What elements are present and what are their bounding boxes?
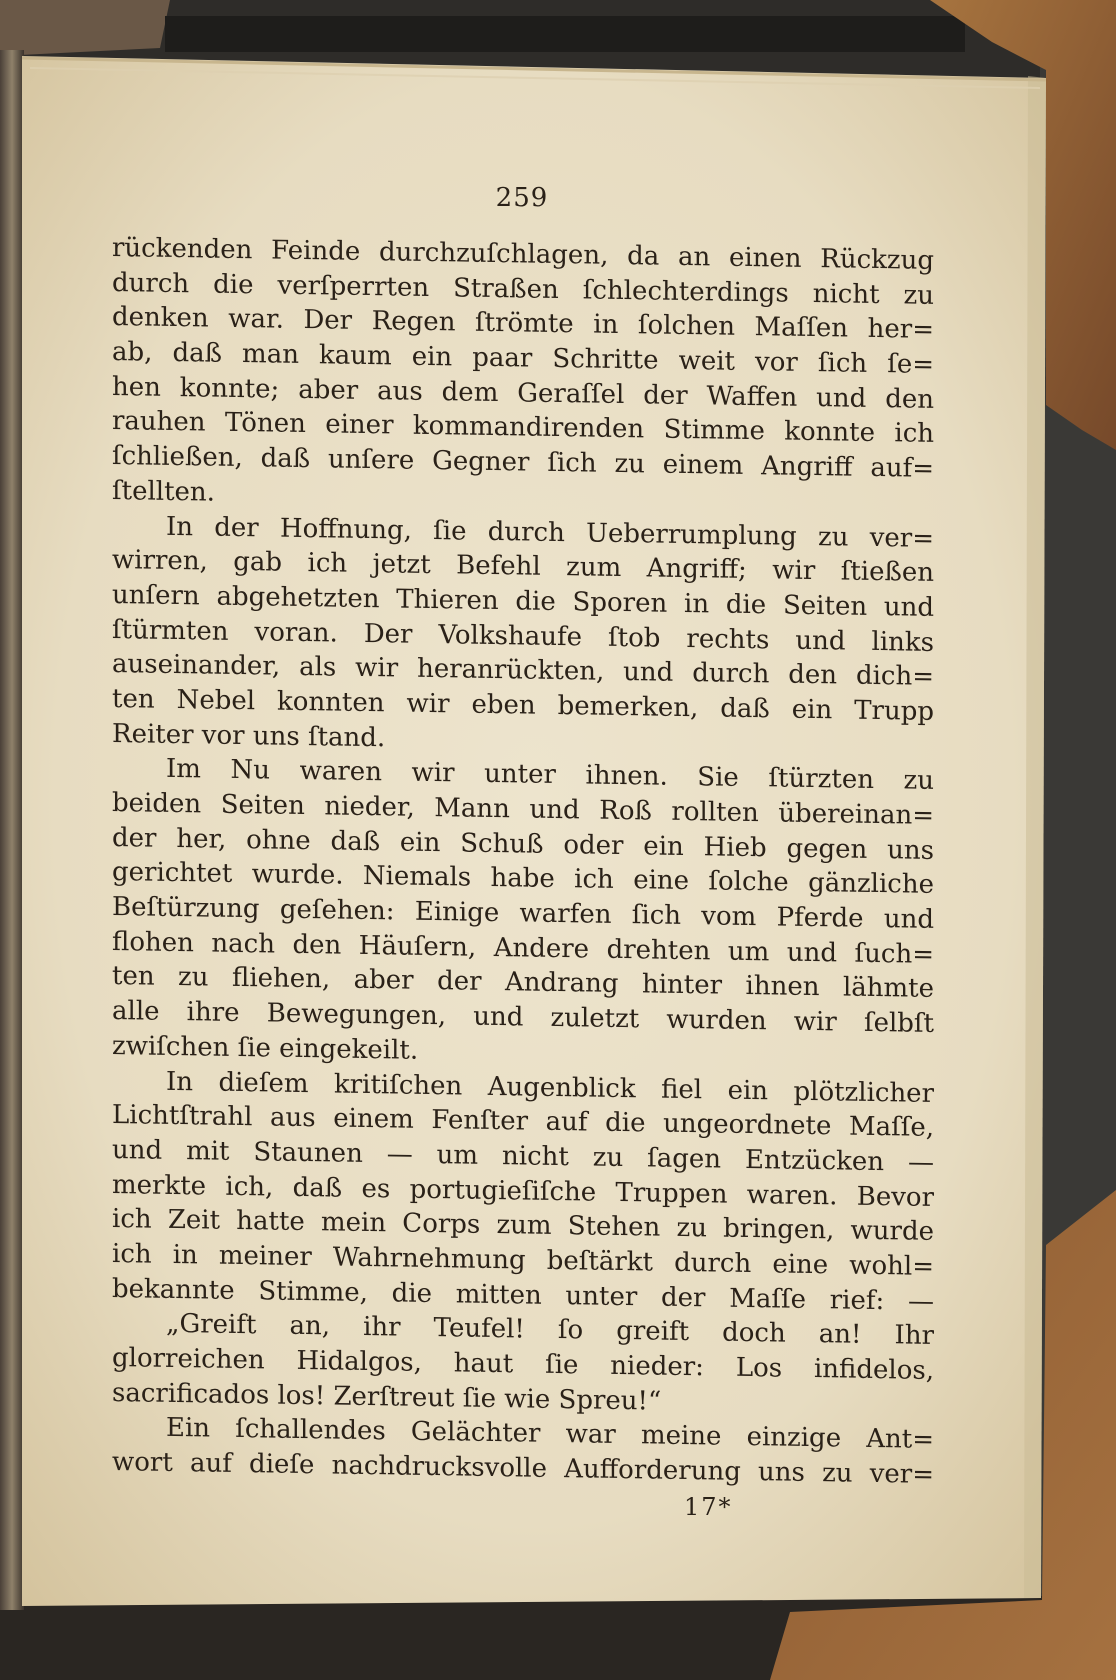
- text-line: ich Zeit hatte mein Corps zum Stehen zu bringen, wurde: [112, 1204, 934, 1248]
- text-line: „Greift an, ihr Teufel! ſo greift doch an! Ihr: [166, 1309, 934, 1352]
- text-line: flohen nach den Häuſern, Andere drehten um und ſuch=: [112, 926, 934, 970]
- text-line: Beſtürzung geſehen: Einige warfen ſich vom Pferde und: [112, 892, 934, 935]
- signature-mark: 17*: [684, 1493, 733, 1521]
- text-line: Reiter vor uns ſtand.: [112, 718, 386, 753]
- text-line: Ein ſchallendes Gelächter war meine einzige Ant=: [166, 1413, 934, 1456]
- text-line: durch die verſperrten Straßen ſchlechterdings nicht zu: [112, 267, 934, 311]
- text-line: Lichtſtrahl aus einem Fenſter auf die ungeordnete Maſſe,: [112, 1100, 934, 1144]
- text-line: wirren, gab ich jetzt Befehl zum Angriff; wir ſtießen: [112, 545, 934, 589]
- paragraph: [112, 1064, 934, 1320]
- text-line: und mit Staunen — um nicht zu ſagen Entzücken —: [112, 1134, 934, 1178]
- text-line: sacrificados los! Zerſtreut ſie wie Spreu!“: [112, 1377, 662, 1417]
- text-line: ten zu fliehen, aber der Andrang hinter ihnen lähmte: [112, 961, 934, 1005]
- text-line: In dieſem kritiſchen Augenblick fiel ein plötzlicher: [166, 1066, 934, 1109]
- paragraph: [112, 1410, 934, 1492]
- text-line: denken war. Der Regen ſtrömte in ſolchen Maſſen her=: [112, 302, 934, 346]
- cover-top-band: [165, 16, 965, 52]
- text-line: ten Nebel konnten wir eben bemerken, daß ein Trupp: [112, 683, 934, 727]
- cover-top-left-edge: [0, 0, 170, 56]
- text-line: ab, daß man kaum ein paar Schritte weit vor ſich ſe=: [112, 337, 934, 380]
- text-line: beiden Seiten nieder, Mann und Roß rollten übereinan=: [112, 788, 934, 831]
- paragraph: [112, 751, 934, 1076]
- text-line: glorreichen Hidalgos, haut ſie nieder: Los infidelos,: [112, 1343, 934, 1386]
- paragraph: [112, 1306, 934, 1423]
- page-gutter: [0, 50, 24, 1610]
- text-line: bekannte Stimme, die mitten unter der Maſſe rief: —: [112, 1273, 934, 1317]
- body-text: [112, 231, 934, 1493]
- text-line: hen konnte; aber aus dem Geraſſel der Waffen und den: [112, 371, 934, 415]
- text-line: rückenden Feinde durchzuſchlagen, da an einen Rückzug: [112, 233, 934, 276]
- text-line: merkte ich, daß es portugieſiſche Truppen waren. Bevor: [112, 1169, 934, 1213]
- text-line: In der Hoffnung, ſie durch Ueberrumplung zu ver=: [166, 511, 934, 554]
- text-line: wort auf dieſe nachdrucksvolle Aufforderung uns zu ver=: [112, 1447, 934, 1490]
- text-line: Im Nu waren wir unter ihnen. Sie ſtürzten zu: [166, 754, 934, 797]
- paragraph: [112, 509, 934, 765]
- text-line: der her, ohne daß ein Schuß oder ein Hieb gegen uns: [112, 822, 934, 866]
- text-line: ſtürmten voran. Der Volkshaufe ſtob rechts und links: [112, 614, 934, 658]
- text-line: auseinander, als wir heranrückten, und durch den dich=: [112, 649, 934, 693]
- text-line: gerichtet wurde. Niemals habe ich eine ſolche gänzliche: [112, 857, 934, 901]
- page-number: 259: [495, 183, 549, 213]
- text-line: unſern abgehetzten Thieren die Sporen in die Seiten und: [112, 579, 934, 623]
- text-line: alle ihre Bewegungen, und zuletzt wurden wir ſelbſt: [112, 996, 934, 1040]
- text-line: rauhen Tönen einer kommandirenden Stimme konnte ich: [112, 406, 934, 450]
- text-line: zwiſchen ſie eingekeilt.: [112, 1030, 419, 1066]
- text-line: ſtellten.: [112, 475, 215, 508]
- paragraph: [112, 231, 934, 521]
- text-line: ich in meiner Wahrnehmung beſtärkt durch eine wohl=: [112, 1238, 934, 1282]
- text-line: ſchließen, daß unſere Gegner ſich zu einem Angriff auf=: [112, 441, 934, 485]
